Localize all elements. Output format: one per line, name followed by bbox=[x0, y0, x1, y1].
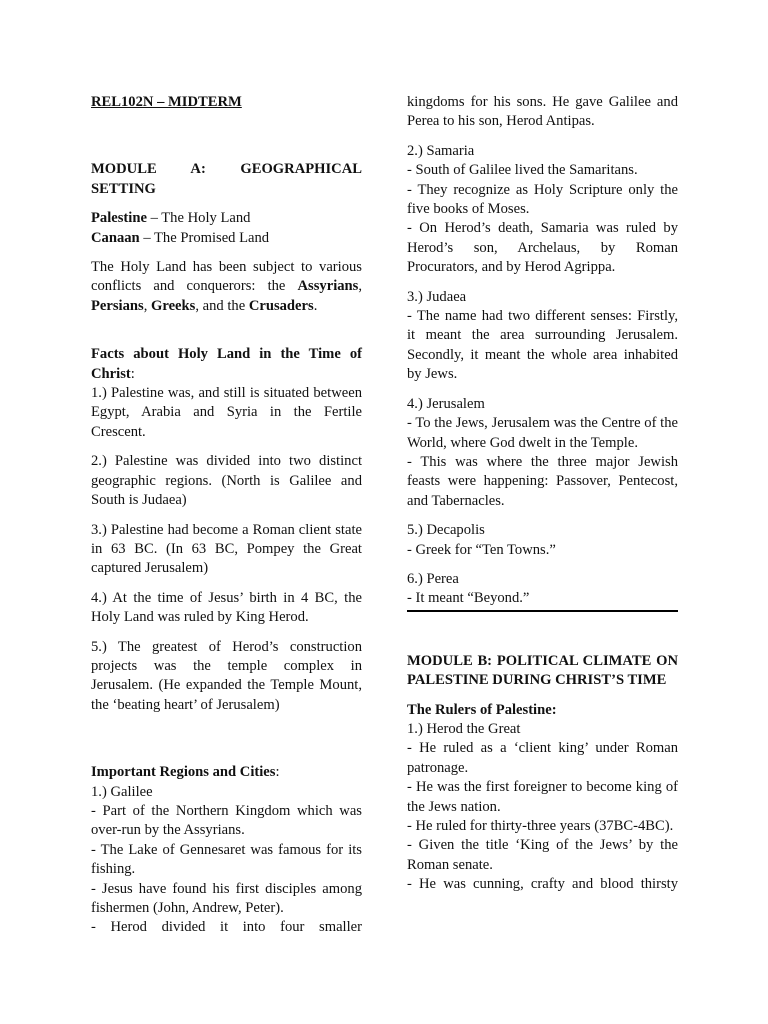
galilee-point: - The Lake of Gennesaret was famous for its fishing. bbox=[91, 841, 362, 878]
module-a-heading: MODULE A: GEOGRAPHICAL SETTING bbox=[91, 161, 362, 197]
herod-point: - He was the first foreigner to become king of the Jews nation. bbox=[407, 779, 678, 815]
fact-item: 3.) Palestine had become a Roman client state in 63 BC. (In 63 BC, Pompey the Great captured Jerusalem) bbox=[91, 521, 362, 577]
samaria-point: - South of Galilee lived the Samaritans. bbox=[407, 162, 638, 179]
galilee-title: 1.) Galilee bbox=[91, 783, 153, 800]
palestine-term: Palestine bbox=[91, 210, 147, 227]
fact-item: 4.) At the time of Jesus’ birth in 4 BC, the Holy Land was ruled by King Herod. bbox=[91, 589, 362, 626]
conqueror-greeks: Greeks bbox=[151, 297, 196, 314]
galilee-point: - Part of the Northern Kingdom which was over-run by the Assyrians. bbox=[91, 802, 362, 839]
conflicts-text: , bbox=[358, 278, 362, 295]
regions-heading-text: Important Regions and Cities bbox=[91, 764, 276, 781]
canaan-term: Canaan bbox=[91, 229, 140, 246]
perea-point: - It meant “Beyond.” bbox=[407, 589, 678, 611]
canaan-definition bbox=[91, 229, 362, 248]
fact-item: 5.) The greatest of Herod’s construction projects was the temple complex in Jerusalem. (He expanded the Temple Mount, the ‘beating heart’ of Jerusalem) bbox=[91, 638, 362, 713]
conflicts-paragraph bbox=[91, 258, 362, 316]
galilee-point: - Herod divided it into four smaller bbox=[91, 919, 362, 936]
samaria-title: 2.) Samaria bbox=[407, 142, 475, 159]
judaea-title: 3.) Judaea bbox=[407, 288, 467, 305]
jerusalem-title: 4.) Jerusalem bbox=[407, 395, 485, 412]
conflicts-text: The Holy Land has been subject to various conflicts and conquerors: the bbox=[91, 259, 362, 295]
decapolis-point: - Greek for “Ten Towns.” bbox=[407, 541, 556, 558]
facts-heading bbox=[91, 345, 362, 384]
herod-point: - He was cunning, crafty and blood thirsty bbox=[407, 876, 678, 893]
document-title: REL102N – MIDTERM bbox=[91, 94, 242, 110]
judaea-point: - The name had two different senses: Firstly, it meant the area surrounding Jerusalem. Secondly, it meant the whole area inhabited by Jews. bbox=[407, 308, 678, 383]
herod-point: - He ruled as a ‘client king’ under Roman patronage. bbox=[407, 740, 678, 776]
canaan-meaning: – The Promised Land bbox=[139, 229, 270, 246]
samaria-point: - They recognize as Holy Scripture only the five books of Moses. bbox=[407, 181, 678, 218]
fact-item: 2.) Palestine was divided into two distinct geographic regions. (North is Galilee and South is Judaea) bbox=[91, 453, 362, 509]
herod-point: - Given the title ‘King of the Jews’ by the Roman senate. bbox=[407, 837, 678, 873]
jerusalem-point: - To the Jews, Jerusalem was the Centre of the World, where God dwelt in the Temple. bbox=[407, 415, 678, 451]
galilee-continuation: kingdoms for his sons. He gave Galilee and Perea to his son, Herod Antipas. bbox=[407, 94, 678, 130]
conqueror-persians: Persians bbox=[91, 297, 144, 314]
left-column bbox=[91, 93, 362, 938]
fact-item: 1.) Palestine was, and still is situated between Egypt, Arabia and Syria in the Fertile Crescent. bbox=[91, 385, 362, 440]
conflicts-text: . bbox=[313, 297, 318, 314]
module-b-heading: MODULE B: POLITICAL CLIMATE ON PALESTINE DURING CHRIST’S TIME bbox=[407, 652, 678, 689]
decapolis-title: 5.) Decapolis bbox=[407, 522, 485, 539]
right-column bbox=[407, 93, 678, 895]
samaria-point: - On Herod’s death, Samaria was ruled by Herod’s son, Archelaus, by Roman Procurators, and by Herod Agrippa. bbox=[407, 220, 678, 276]
conqueror-assyrians: Assyrians bbox=[297, 278, 359, 295]
palestine-definition bbox=[91, 209, 362, 228]
jerusalem-point: - This was where the three major Jewish feasts were happening: Passover, Pentecost, and Tabernacles. bbox=[407, 453, 678, 509]
conflicts-text: , bbox=[143, 297, 151, 314]
conqueror-crusaders: Crusaders bbox=[248, 297, 314, 314]
facts-heading-colon: : bbox=[130, 365, 135, 382]
rulers-heading: The Rulers of Palestine: bbox=[407, 701, 557, 718]
regions-heading bbox=[91, 763, 362, 782]
conflicts-text: , and the bbox=[195, 297, 249, 314]
facts-heading-text: Facts about Holy Land in the Time of Christ bbox=[91, 346, 362, 382]
galilee-point: - Jesus have found his first disciples among fishermen (John, Andrew, Peter). bbox=[91, 880, 362, 916]
palestine-meaning: – The Holy Land bbox=[146, 210, 251, 227]
herod-title: 1.) Herod the Great bbox=[407, 720, 521, 737]
perea-title: 6.) Perea bbox=[407, 570, 459, 587]
regions-heading-colon: : bbox=[275, 764, 280, 781]
herod-point: - He ruled for thirty-three years (37BC-4BC). bbox=[407, 818, 674, 834]
